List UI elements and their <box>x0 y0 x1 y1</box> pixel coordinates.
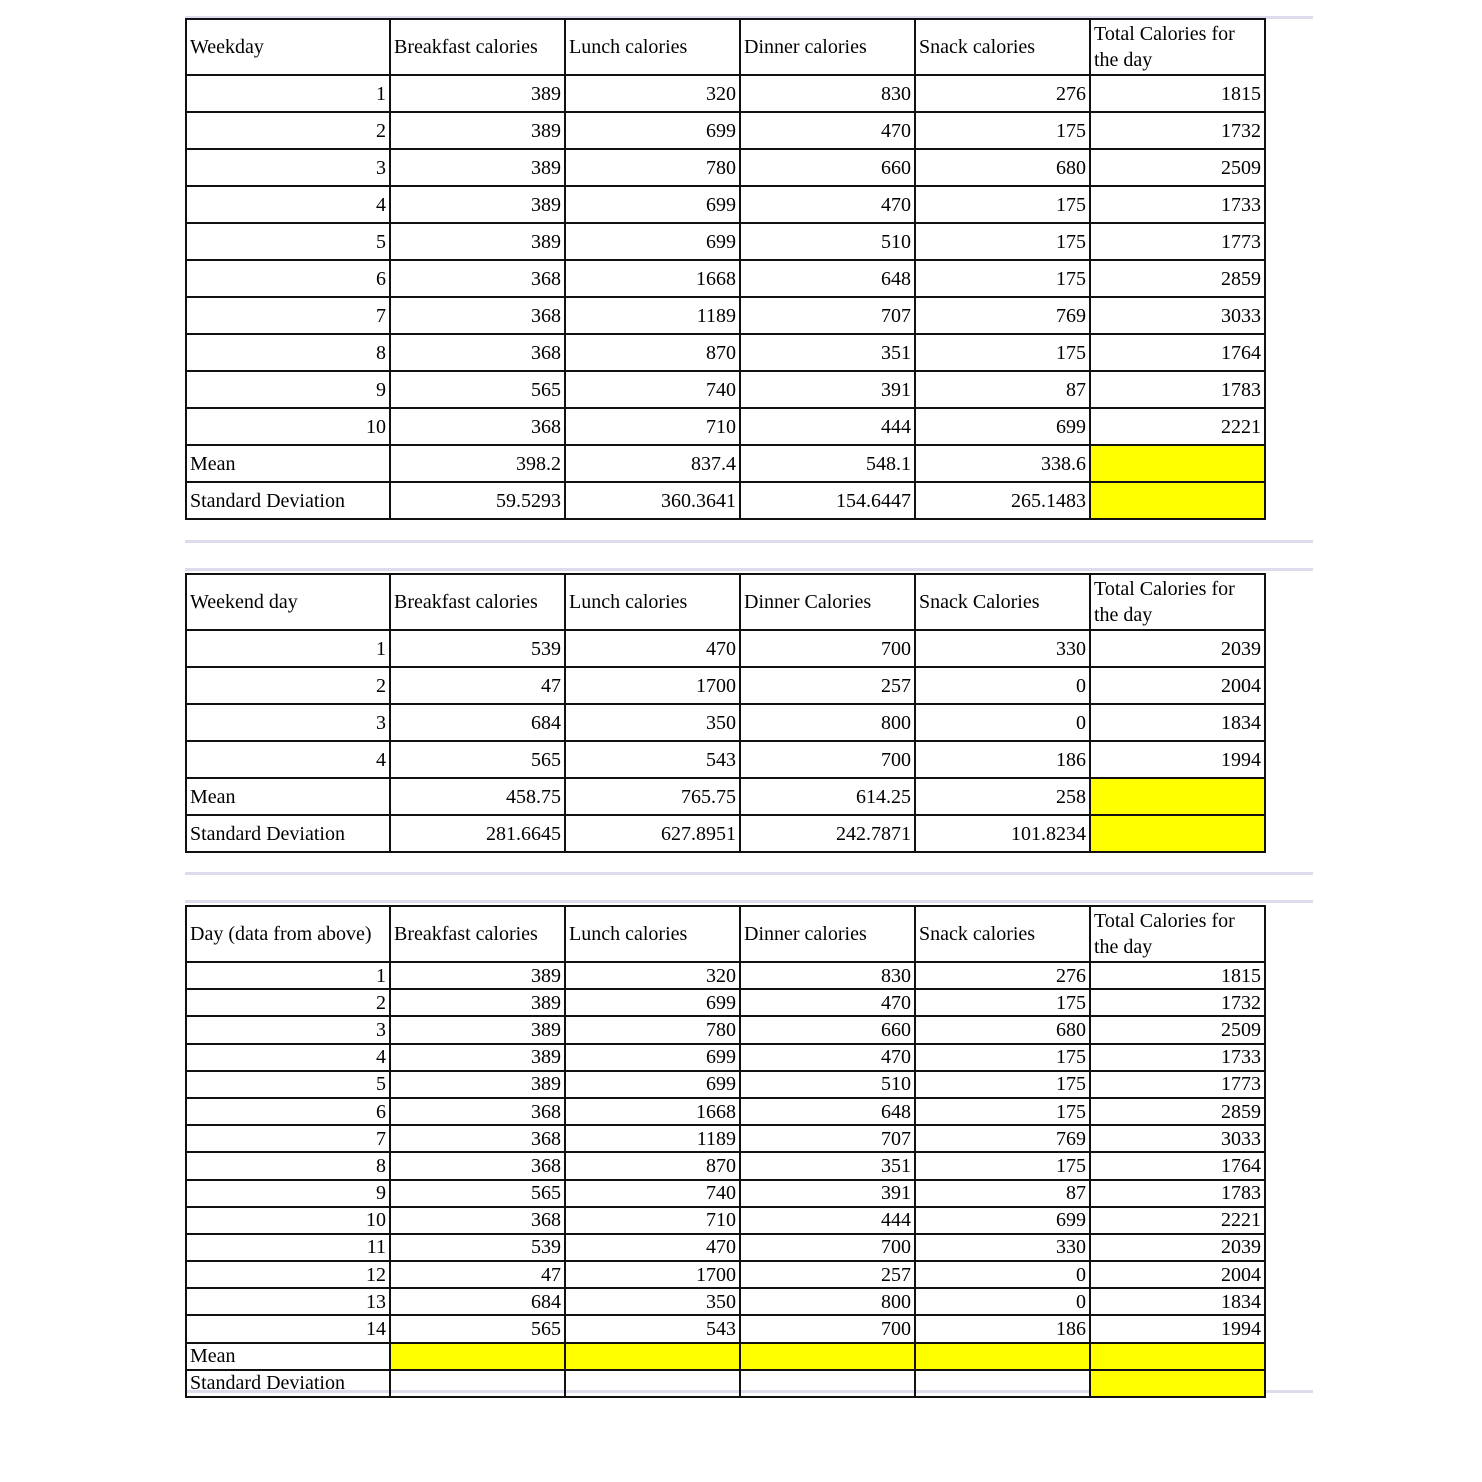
value-cell[interactable]: 389 <box>390 223 565 260</box>
weekday-table <box>185 18 1266 520</box>
mean-cell[interactable]: 548.1 <box>740 445 915 482</box>
sd-cell[interactable]: 281.6645 <box>390 815 565 852</box>
day-cell[interactable]: 8 <box>186 1152 390 1179</box>
value-cell[interactable]: 780 <box>565 149 740 186</box>
day-cell[interactable]: 3 <box>186 1016 390 1043</box>
day-cell[interactable]: 10 <box>186 408 390 445</box>
value-cell[interactable]: 351 <box>740 334 915 371</box>
value-cell[interactable]: 444 <box>740 408 915 445</box>
value-cell[interactable]: 1773 <box>1090 223 1265 260</box>
day-cell[interactable]: 13 <box>186 1288 390 1315</box>
value-cell[interactable]: 444 <box>740 1207 915 1234</box>
day-cell[interactable]: 7 <box>186 1125 390 1152</box>
header-cell[interactable]: Weekday <box>186 19 390 75</box>
value-cell[interactable]: 2004 <box>1090 667 1265 704</box>
mean-total-cell[interactable] <box>1090 445 1265 482</box>
table-row <box>186 962 1265 989</box>
value-cell[interactable]: 830 <box>740 962 915 989</box>
value-cell[interactable]: 175 <box>915 112 1090 149</box>
header-cell[interactable]: Total Calories for the day <box>1090 574 1265 630</box>
value-cell[interactable]: 1764 <box>1090 1152 1265 1179</box>
value-cell[interactable]: 870 <box>565 1152 740 1179</box>
table-row <box>186 149 1265 186</box>
value-cell[interactable]: 1668 <box>565 1098 740 1125</box>
value-cell[interactable]: 470 <box>740 186 915 223</box>
sd-cell[interactable]: 360.3641 <box>565 482 740 519</box>
header-cell[interactable]: Snack calories <box>915 906 1090 962</box>
mean-row <box>186 1343 1265 1370</box>
mean-row <box>186 445 1265 482</box>
sd-cell[interactable] <box>915 1370 1090 1397</box>
value-cell[interactable]: 648 <box>740 260 915 297</box>
sd-cell[interactable]: 154.6447 <box>740 482 915 519</box>
mean-cell[interactable] <box>740 1343 915 1370</box>
table-row <box>186 260 1265 297</box>
day-cell[interactable]: 7 <box>186 297 390 334</box>
value-cell[interactable]: 3033 <box>1090 1125 1265 1152</box>
value-cell[interactable]: 3033 <box>1090 297 1265 334</box>
day-cell[interactable]: 12 <box>186 1261 390 1288</box>
value-cell[interactable]: 350 <box>565 1288 740 1315</box>
value-cell[interactable]: 175 <box>915 260 1090 297</box>
value-cell[interactable]: 0 <box>915 1261 1090 1288</box>
value-cell[interactable]: 707 <box>740 1125 915 1152</box>
value-cell[interactable]: 870 <box>565 334 740 371</box>
table-row <box>186 1261 1265 1288</box>
table-row <box>186 1234 1265 1261</box>
value-cell[interactable]: 389 <box>390 1071 565 1098</box>
mean-cell[interactable] <box>565 1343 740 1370</box>
value-cell[interactable]: 543 <box>565 741 740 778</box>
day-cell[interactable]: 6 <box>186 1098 390 1125</box>
weekday-rows <box>186 75 1265 445</box>
value-cell[interactable]: 1189 <box>565 297 740 334</box>
value-cell[interactable]: 539 <box>390 630 565 667</box>
value-cell[interactable]: 2509 <box>1090 149 1265 186</box>
value-cell[interactable]: 2859 <box>1090 260 1265 297</box>
value-cell[interactable]: 1783 <box>1090 371 1265 408</box>
value-cell[interactable]: 276 <box>915 962 1090 989</box>
value-cell[interactable]: 699 <box>915 1207 1090 1234</box>
value-cell[interactable]: 565 <box>390 1315 565 1342</box>
table-row <box>186 408 1265 445</box>
mean-label[interactable]: Mean <box>186 445 390 482</box>
mean-row <box>186 778 1265 815</box>
value-cell[interactable]: 389 <box>390 962 565 989</box>
value-cell[interactable]: 351 <box>740 1152 915 1179</box>
value-cell[interactable]: 1189 <box>565 1125 740 1152</box>
mean-cell[interactable]: 765.75 <box>565 778 740 815</box>
value-cell[interactable]: 510 <box>740 223 915 260</box>
value-cell[interactable]: 1783 <box>1090 1180 1265 1207</box>
day-cell[interactable]: 14 <box>186 1315 390 1342</box>
table-row <box>186 704 1265 741</box>
value-cell[interactable]: 368 <box>390 408 565 445</box>
mean-cell[interactable]: 614.25 <box>740 778 915 815</box>
value-cell[interactable]: 700 <box>740 741 915 778</box>
value-cell[interactable]: 510 <box>740 1071 915 1098</box>
value-cell[interactable]: 565 <box>390 371 565 408</box>
value-cell[interactable]: 368 <box>390 297 565 334</box>
mean-label[interactable]: Mean <box>186 778 390 815</box>
value-cell[interactable]: 2509 <box>1090 1016 1265 1043</box>
sd-label[interactable]: Standard Deviation <box>186 815 390 852</box>
table-row <box>186 630 1265 667</box>
grid-line <box>185 900 1313 903</box>
sd-cell[interactable] <box>565 1370 740 1397</box>
table-row <box>186 1071 1265 1098</box>
value-cell[interactable]: 391 <box>740 371 915 408</box>
mean-cell[interactable] <box>390 1343 565 1370</box>
value-cell[interactable]: 710 <box>565 1207 740 1234</box>
value-cell[interactable]: 186 <box>915 1315 1090 1342</box>
value-cell[interactable]: 389 <box>390 149 565 186</box>
value-cell[interactable]: 470 <box>740 1044 915 1071</box>
table-row <box>186 1098 1265 1125</box>
sd-cell[interactable]: 627.8951 <box>565 815 740 852</box>
value-cell[interactable]: 1733 <box>1090 1044 1265 1071</box>
value-cell[interactable]: 389 <box>390 112 565 149</box>
value-cell[interactable]: 1700 <box>565 667 740 704</box>
day-cell[interactable]: 3 <box>186 149 390 186</box>
table-row <box>186 989 1265 1016</box>
value-cell[interactable]: 1815 <box>1090 962 1265 989</box>
header-cell[interactable]: Dinner calories <box>740 19 915 75</box>
day-cell[interactable]: 9 <box>186 371 390 408</box>
value-cell[interactable]: 1773 <box>1090 1071 1265 1098</box>
value-cell[interactable]: 699 <box>565 112 740 149</box>
value-cell[interactable]: 389 <box>390 186 565 223</box>
value-cell[interactable]: 186 <box>915 741 1090 778</box>
header-cell[interactable]: Breakfast calories <box>390 19 565 75</box>
grid-line <box>185 540 1313 543</box>
sd-cell[interactable] <box>740 1370 915 1397</box>
header-cell[interactable]: Snack Calories <box>915 574 1090 630</box>
day-cell[interactable]: 1 <box>186 962 390 989</box>
value-cell[interactable]: 2859 <box>1090 1098 1265 1125</box>
value-cell[interactable]: 320 <box>565 75 740 112</box>
mean-total-cell[interactable] <box>1090 1343 1265 1370</box>
table-row <box>186 1180 1265 1207</box>
value-cell[interactable]: 2221 <box>1090 408 1265 445</box>
day-cell[interactable]: 9 <box>186 1180 390 1207</box>
value-cell[interactable]: 565 <box>390 1180 565 1207</box>
sd-cell[interactable]: 265.1483 <box>915 482 1090 519</box>
value-cell[interactable]: 2221 <box>1090 1207 1265 1234</box>
header-cell[interactable]: Dinner calories <box>740 906 915 962</box>
day-cell[interactable]: 1 <box>186 630 390 667</box>
value-cell[interactable]: 175 <box>915 334 1090 371</box>
mean-cell[interactable]: 338.6 <box>915 445 1090 482</box>
table-row <box>186 112 1265 149</box>
day-cell[interactable]: 8 <box>186 334 390 371</box>
value-cell[interactable]: 368 <box>390 1152 565 1179</box>
value-cell[interactable]: 389 <box>390 989 565 1016</box>
value-cell[interactable]: 1994 <box>1090 741 1265 778</box>
table-row <box>186 75 1265 112</box>
mean-cell[interactable]: 458.75 <box>390 778 565 815</box>
value-cell[interactable]: 699 <box>565 1071 740 1098</box>
sd-row <box>186 482 1265 519</box>
header-cell[interactable]: Snack calories <box>915 19 1090 75</box>
value-cell[interactable]: 800 <box>740 704 915 741</box>
sd-cell[interactable]: 101.8234 <box>915 815 1090 852</box>
value-cell[interactable]: 350 <box>565 704 740 741</box>
value-cell[interactable]: 780 <box>565 1016 740 1043</box>
table-row <box>186 1125 1265 1152</box>
day-cell[interactable]: 6 <box>186 260 390 297</box>
table-row <box>186 334 1265 371</box>
value-cell[interactable]: 1834 <box>1090 704 1265 741</box>
header-row <box>186 906 1265 962</box>
value-cell[interactable]: 2039 <box>1090 1234 1265 1261</box>
value-cell[interactable]: 699 <box>565 223 740 260</box>
value-cell[interactable]: 47 <box>390 1261 565 1288</box>
header-cell[interactable]: Total Calories for the day <box>1090 19 1265 75</box>
value-cell[interactable]: 470 <box>740 989 915 1016</box>
sd-cell[interactable]: 242.7871 <box>740 815 915 852</box>
day-cell[interactable]: 4 <box>186 1044 390 1071</box>
sd-row <box>186 815 1265 852</box>
value-cell[interactable]: 1994 <box>1090 1315 1265 1342</box>
value-cell[interactable]: 699 <box>915 408 1090 445</box>
value-cell[interactable]: 470 <box>565 630 740 667</box>
value-cell[interactable]: 684 <box>390 704 565 741</box>
value-cell[interactable]: 543 <box>565 1315 740 1342</box>
table-row <box>186 1288 1265 1315</box>
value-cell[interactable]: 175 <box>915 1098 1090 1125</box>
value-cell[interactable]: 539 <box>390 1234 565 1261</box>
value-cell[interactable]: 1764 <box>1090 334 1265 371</box>
value-cell[interactable]: 710 <box>565 408 740 445</box>
value-cell[interactable]: 175 <box>915 1071 1090 1098</box>
mean-cell[interactable]: 258 <box>915 778 1090 815</box>
value-cell[interactable]: 680 <box>915 1016 1090 1043</box>
value-cell[interactable]: 1815 <box>1090 75 1265 112</box>
value-cell[interactable]: 257 <box>740 667 915 704</box>
value-cell[interactable]: 368 <box>390 1125 565 1152</box>
header-cell[interactable]: Breakfast calories <box>390 906 565 962</box>
table-row <box>186 667 1265 704</box>
mean-cell[interactable]: 837.4 <box>565 445 740 482</box>
value-cell[interactable]: 740 <box>565 371 740 408</box>
combined-table <box>185 905 1266 1398</box>
value-cell[interactable]: 700 <box>740 1234 915 1261</box>
combined-rows <box>186 962 1265 1343</box>
value-cell[interactable]: 87 <box>915 1180 1090 1207</box>
day-cell[interactable]: 1 <box>186 75 390 112</box>
table-row <box>186 297 1265 334</box>
value-cell[interactable]: 2004 <box>1090 1261 1265 1288</box>
value-cell[interactable]: 175 <box>915 989 1090 1016</box>
value-cell[interactable]: 389 <box>390 1044 565 1071</box>
table-row <box>186 371 1265 408</box>
sd-total-cell[interactable] <box>1090 1370 1265 1397</box>
header-cell[interactable]: Day (data from above) <box>186 906 390 962</box>
value-cell[interactable]: 800 <box>740 1288 915 1315</box>
value-cell[interactable]: 830 <box>740 75 915 112</box>
grid-line <box>185 872 1313 875</box>
grid-line <box>185 568 1313 571</box>
value-cell[interactable]: 1732 <box>1090 989 1265 1016</box>
value-cell[interactable]: 368 <box>390 1207 565 1234</box>
sd-cell[interactable]: 59.5293 <box>390 482 565 519</box>
header-cell[interactable]: Weekend day <box>186 574 390 630</box>
value-cell[interactable]: 680 <box>915 149 1090 186</box>
value-cell[interactable]: 391 <box>740 1180 915 1207</box>
value-cell[interactable]: 648 <box>740 1098 915 1125</box>
header-cell[interactable]: Breakfast calories <box>390 574 565 630</box>
value-cell[interactable]: 470 <box>740 112 915 149</box>
table-row <box>186 1044 1265 1071</box>
day-cell[interactable]: 5 <box>186 1071 390 1098</box>
value-cell[interactable]: 368 <box>390 334 565 371</box>
sd-label[interactable]: Standard Deviation <box>186 1370 390 1397</box>
value-cell[interactable]: 707 <box>740 297 915 334</box>
table-row <box>186 1207 1265 1234</box>
weekend-table <box>185 573 1266 853</box>
value-cell[interactable]: 660 <box>740 149 915 186</box>
value-cell[interactable]: 175 <box>915 1044 1090 1071</box>
day-cell[interactable]: 5 <box>186 223 390 260</box>
value-cell[interactable]: 740 <box>565 1180 740 1207</box>
sd-cell[interactable] <box>390 1370 565 1397</box>
header-row <box>186 19 1265 75</box>
sd-total-cell[interactable] <box>1090 482 1265 519</box>
value-cell[interactable]: 276 <box>915 75 1090 112</box>
value-cell[interactable]: 1668 <box>565 260 740 297</box>
mean-cell[interactable]: 398.2 <box>390 445 565 482</box>
value-cell[interactable]: 330 <box>915 1234 1090 1261</box>
table-row <box>186 223 1265 260</box>
value-cell[interactable]: 1700 <box>565 1261 740 1288</box>
value-cell[interactable]: 0 <box>915 1288 1090 1315</box>
header-cell[interactable]: Lunch calories <box>565 906 740 962</box>
day-cell[interactable]: 4 <box>186 186 390 223</box>
sd-total-cell[interactable] <box>1090 815 1265 852</box>
header-cell[interactable]: Dinner Calories <box>740 574 915 630</box>
value-cell[interactable]: 769 <box>915 1125 1090 1152</box>
value-cell[interactable]: 47 <box>390 667 565 704</box>
value-cell[interactable]: 368 <box>390 1098 565 1125</box>
value-cell[interactable]: 684 <box>390 1288 565 1315</box>
weekend-rows <box>186 630 1265 778</box>
value-cell[interactable]: 389 <box>390 75 565 112</box>
day-cell[interactable]: 4 <box>186 741 390 778</box>
day-cell[interactable]: 2 <box>186 112 390 149</box>
table-row <box>186 1315 1265 1342</box>
sd-label[interactable]: Standard Deviation <box>186 482 390 519</box>
table-row <box>186 186 1265 223</box>
table-row <box>186 741 1265 778</box>
value-cell[interactable]: 257 <box>740 1261 915 1288</box>
value-cell[interactable]: 700 <box>740 630 915 667</box>
day-cell[interactable]: 10 <box>186 1207 390 1234</box>
day-cell[interactable]: 3 <box>186 704 390 741</box>
value-cell[interactable]: 2039 <box>1090 630 1265 667</box>
header-row <box>186 574 1265 630</box>
value-cell[interactable]: 330 <box>915 630 1090 667</box>
mean-cell[interactable] <box>915 1343 1090 1370</box>
day-cell[interactable]: 11 <box>186 1234 390 1261</box>
value-cell[interactable]: 368 <box>390 260 565 297</box>
value-cell[interactable]: 175 <box>915 223 1090 260</box>
value-cell[interactable]: 320 <box>565 962 740 989</box>
mean-label[interactable]: Mean <box>186 1343 390 1370</box>
value-cell[interactable]: 700 <box>740 1315 915 1342</box>
day-cell[interactable]: 2 <box>186 667 390 704</box>
value-cell[interactable]: 175 <box>915 186 1090 223</box>
value-cell[interactable]: 1732 <box>1090 112 1265 149</box>
value-cell[interactable]: 175 <box>915 1152 1090 1179</box>
mean-total-cell[interactable] <box>1090 778 1265 815</box>
value-cell[interactable]: 699 <box>565 186 740 223</box>
table-row <box>186 1016 1265 1043</box>
sd-row <box>186 1370 1265 1397</box>
value-cell[interactable]: 470 <box>565 1234 740 1261</box>
day-cell[interactable]: 2 <box>186 989 390 1016</box>
value-cell[interactable]: 389 <box>390 1016 565 1043</box>
value-cell[interactable]: 0 <box>915 667 1090 704</box>
value-cell[interactable]: 1834 <box>1090 1288 1265 1315</box>
value-cell[interactable]: 660 <box>740 1016 915 1043</box>
header-cell[interactable]: Lunch calories <box>565 19 740 75</box>
value-cell[interactable]: 699 <box>565 989 740 1016</box>
value-cell[interactable]: 0 <box>915 704 1090 741</box>
value-cell[interactable]: 565 <box>390 741 565 778</box>
header-cell[interactable]: Lunch calories <box>565 574 740 630</box>
value-cell[interactable]: 699 <box>565 1044 740 1071</box>
value-cell[interactable]: 1733 <box>1090 186 1265 223</box>
table-row <box>186 1152 1265 1179</box>
header-cell[interactable]: Total Calories for the day <box>1090 906 1265 962</box>
value-cell[interactable]: 87 <box>915 371 1090 408</box>
value-cell[interactable]: 769 <box>915 297 1090 334</box>
